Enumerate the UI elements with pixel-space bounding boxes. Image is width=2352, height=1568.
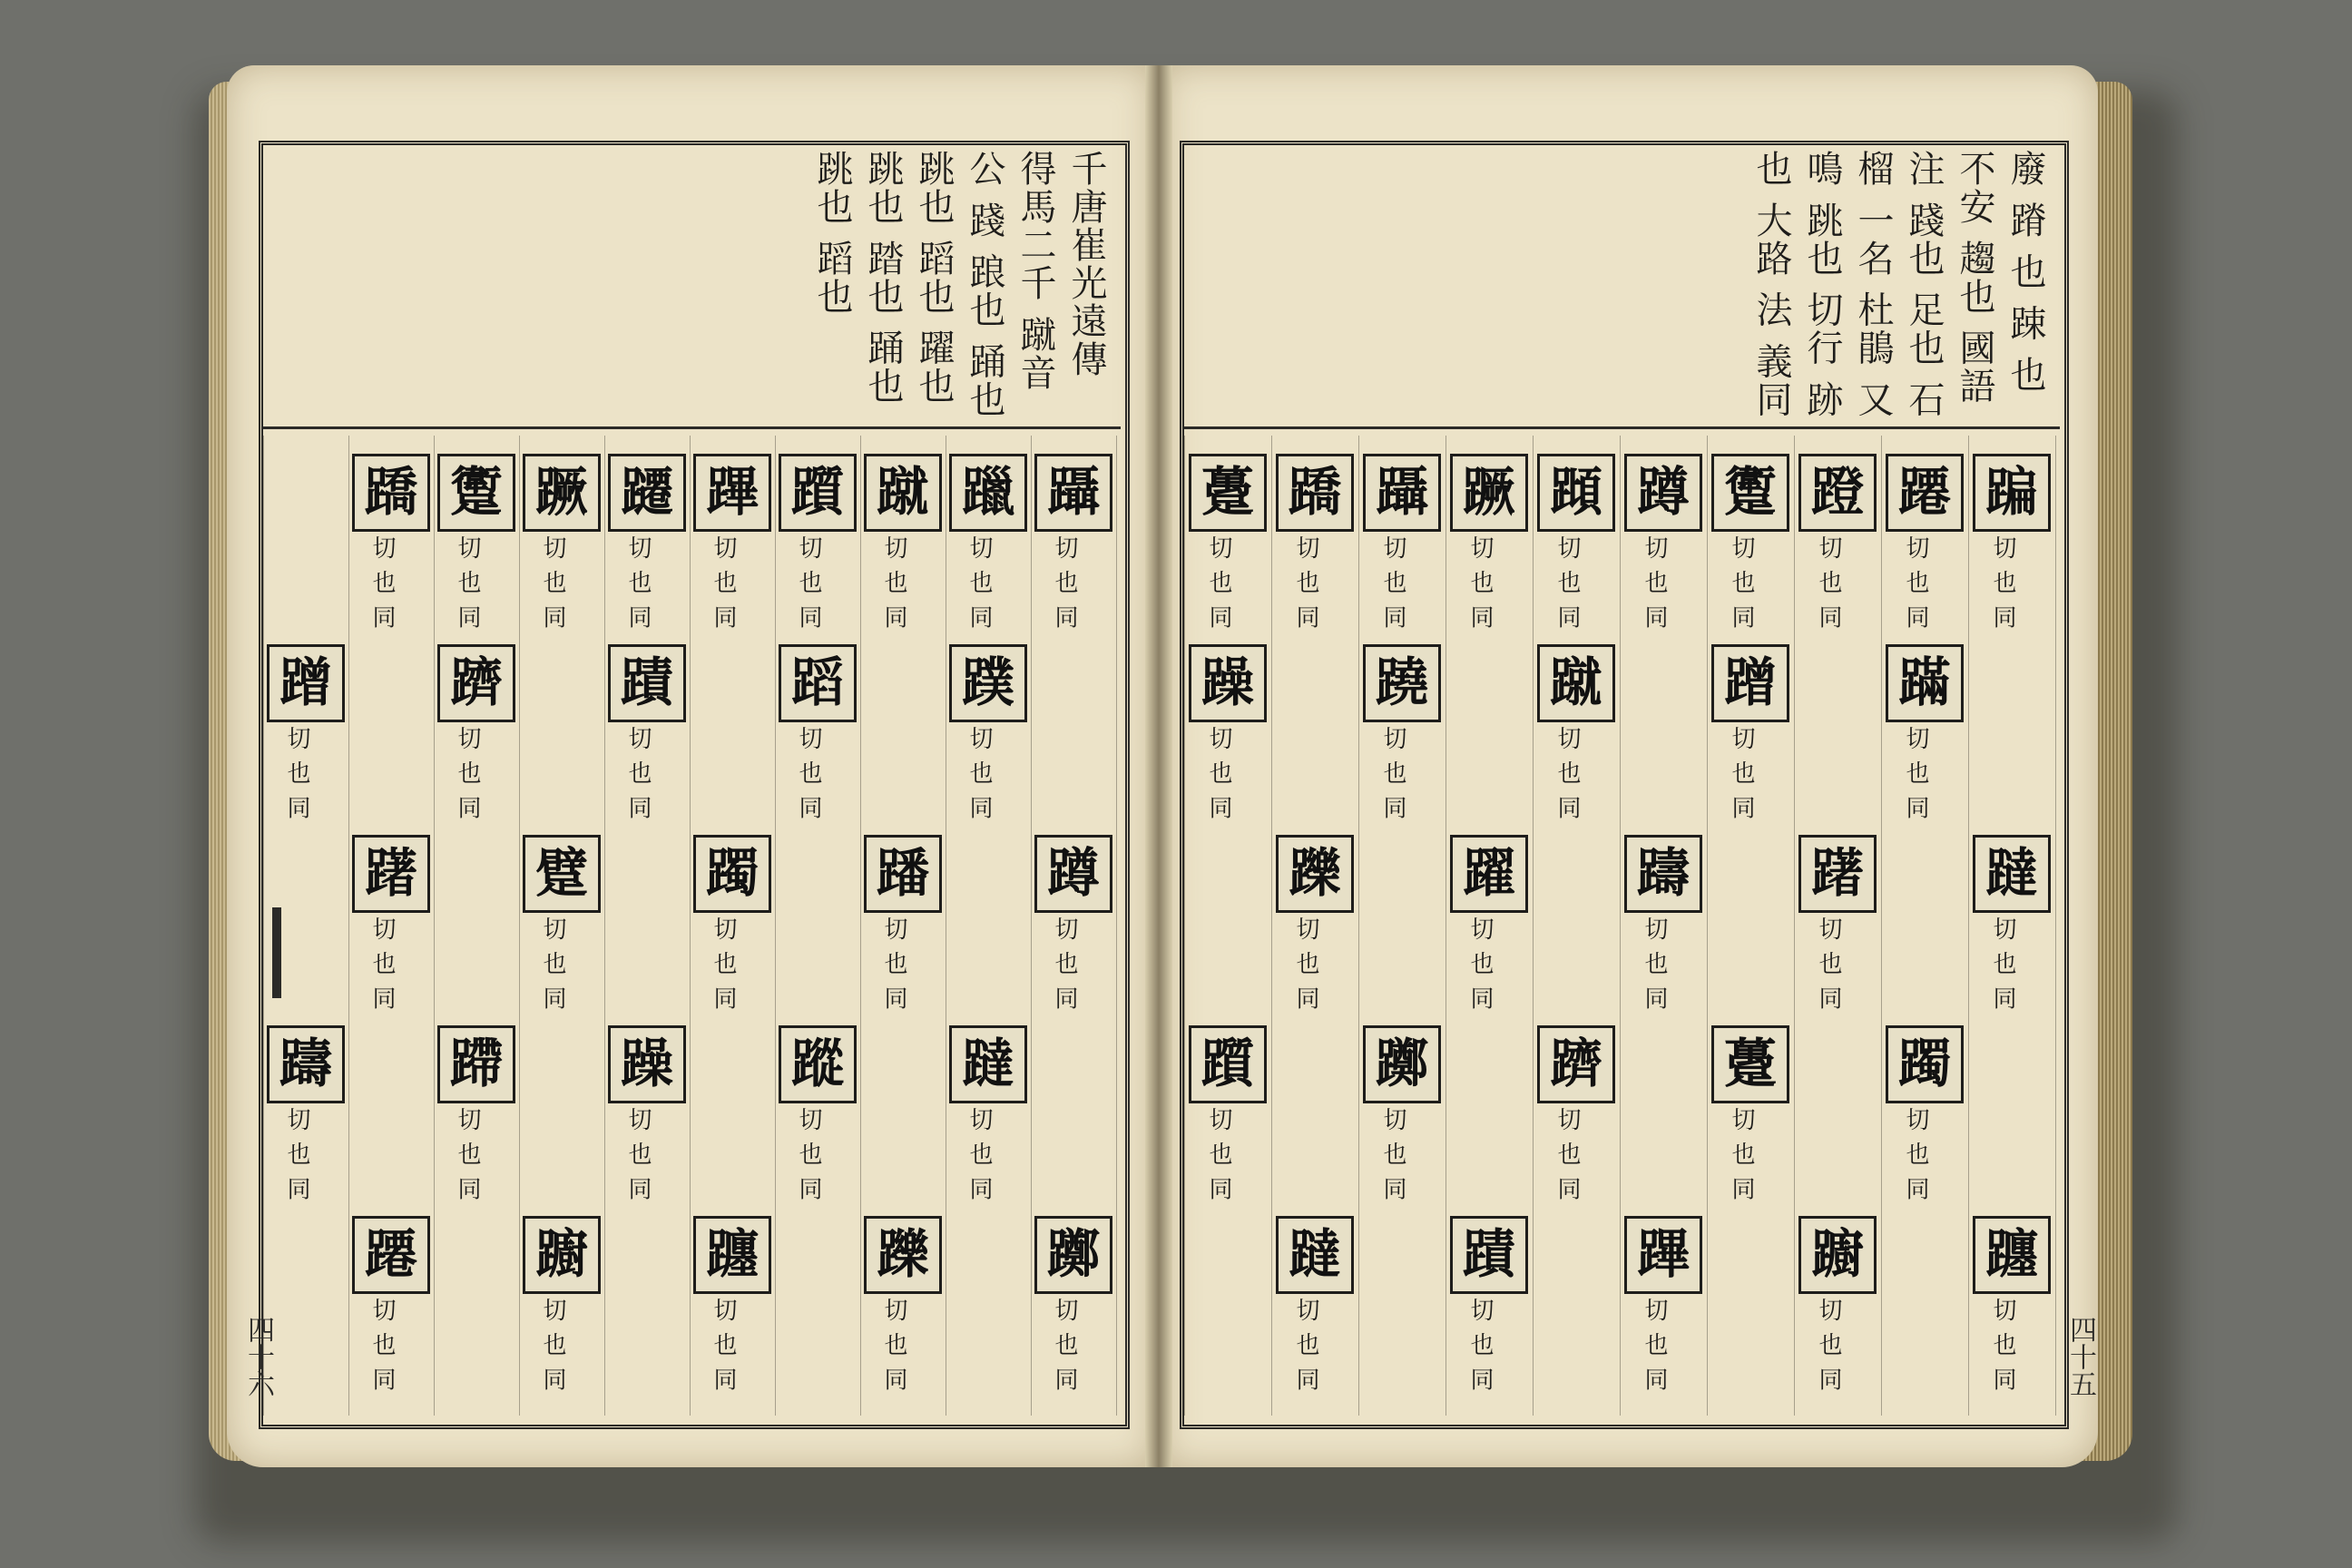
right-gloss-text: 切 也 同 — [1815, 916, 1842, 1012]
left-gloss-text: 切 也 同 — [1051, 916, 1078, 1012]
left-page-number: 四十六 — [242, 1316, 274, 1397]
right-head-character: 躓 — [1189, 1025, 1267, 1103]
left-head-character: 躑 — [1034, 1216, 1112, 1294]
left-gloss-text: 切 也 同 — [539, 535, 566, 631]
right-column-line — [1620, 436, 1621, 1416]
left-column-line — [348, 436, 349, 1416]
right-gloss-text: 切 也 同 — [1815, 535, 1842, 631]
right-gloss-text: 切 也 同 — [1205, 1107, 1232, 1202]
right-column-line — [1794, 436, 1795, 1416]
right-gloss-text: 切 也 同 — [1902, 535, 1929, 631]
left-gloss-text: 切 也 同 — [454, 726, 481, 821]
left-gloss-text: 切 也 同 — [1051, 535, 1078, 631]
right-head-character: 躒 — [1276, 835, 1354, 913]
left-head-character: 蹕 — [693, 454, 771, 532]
right-gloss-text: 切 也 同 — [1205, 726, 1232, 821]
left-column-line — [690, 436, 691, 1416]
left-head-character: 躊 — [267, 1025, 345, 1103]
right-gloss-text: 切 也 同 — [1553, 1107, 1581, 1202]
right-gloss-text: 切 也 同 — [1205, 535, 1232, 631]
left-head-character: 躚 — [608, 454, 686, 532]
left-head-character: 躁 — [608, 1025, 686, 1103]
right-head-character: 蹮 — [1886, 454, 1964, 532]
right-head-character: 蹭 — [1711, 644, 1789, 722]
left-column-line — [604, 436, 605, 1416]
right-gloss-text: 切 也 同 — [1989, 1298, 2016, 1393]
right-gloss-text: 切 也 同 — [1641, 535, 1668, 631]
right-gloss-text: 切 也 同 — [1379, 1107, 1406, 1202]
right-head-character: 躇 — [1798, 835, 1877, 913]
left-gloss-text: 切 也 同 — [880, 1298, 907, 1393]
right-column-line — [1533, 436, 1534, 1416]
right-upper-text: 廢 蹐 也 踈 也 不安 趨也 國語注 踐也 足也 石榴 一名 杜鵑 又鳴 跳也 切行 跡也 大路 法 義同 — [1750, 150, 2046, 419]
left-gloss-text: 切 也 同 — [965, 1107, 993, 1202]
left-head-character: 蹴 — [864, 454, 942, 532]
right-page-number: 四十五 — [2064, 1316, 2096, 1397]
right-head-character: 蹣 — [1886, 644, 1964, 722]
right-head-character: 蹁 — [1973, 454, 2051, 532]
left-gloss-text: 切 也 同 — [624, 535, 652, 631]
right-head-character: 蹴 — [1537, 644, 1615, 722]
left-gloss-text: 切 也 同 — [1051, 1298, 1078, 1393]
right-column-line — [2055, 436, 2056, 1416]
left-head-character: 蹟 — [608, 644, 686, 722]
right-gloss-text: 切 也 同 — [1292, 1298, 1319, 1393]
left-gloss-text: 切 也 同 — [710, 916, 737, 1012]
right-head-character: 躗 — [1711, 454, 1789, 532]
right-gloss-text: 切 也 同 — [1466, 535, 1494, 631]
right-column-line — [1184, 436, 1185, 1416]
left-gloss-text: 切 也 同 — [795, 1107, 822, 1202]
left-gloss-text: 切 也 同 — [795, 726, 822, 821]
right-gloss-text: 切 也 同 — [1815, 1298, 1842, 1393]
left-column-line — [1116, 436, 1117, 1416]
left-gloss-text: 切 也 同 — [965, 535, 993, 631]
right-column-line — [1707, 436, 1708, 1416]
right-head-character: 躊 — [1624, 835, 1702, 913]
right-gloss-text: 切 也 同 — [1292, 535, 1319, 631]
right-head-character: 蹞 — [1537, 454, 1615, 532]
right-column-line — [1271, 436, 1272, 1416]
left-head-character: 蹭 — [267, 644, 345, 722]
book-gutter — [1145, 65, 1172, 1467]
left-head-character: 躓 — [779, 454, 857, 532]
right-gloss-text: 切 也 同 — [1728, 535, 1755, 631]
right-head-character: 躡 — [1363, 454, 1441, 532]
right-head-character: 躋 — [1537, 1025, 1615, 1103]
right-upper-divider — [1184, 426, 2060, 429]
left-column-line — [1031, 436, 1032, 1416]
left-gloss-text: 切 也 同 — [539, 1298, 566, 1393]
left-head-character: 蹶 — [523, 454, 601, 532]
right-gloss-text: 切 也 同 — [1466, 916, 1494, 1012]
left-gloss-text: 切 也 同 — [710, 535, 737, 631]
right-gloss-text: 切 也 同 — [1902, 1107, 1929, 1202]
left-head-character: 躐 — [949, 454, 1027, 532]
right-gloss-text: 切 也 同 — [1641, 1298, 1668, 1393]
right-gloss-text: 切 也 同 — [1466, 1298, 1494, 1393]
left-head-character: 躔 — [693, 1216, 771, 1294]
left-gloss-text: 切 也 同 — [880, 916, 907, 1012]
left-column-line — [775, 436, 776, 1416]
right-gloss-text: 切 也 同 — [1553, 535, 1581, 631]
left-gloss-text: 切 也 同 — [454, 535, 481, 631]
left-head-character: 蹮 — [352, 1216, 430, 1294]
right-head-character: 躉 — [1189, 454, 1267, 532]
right-column-line — [1881, 436, 1882, 1416]
left-head-character: 躒 — [864, 1216, 942, 1294]
right-gloss-text: 切 也 同 — [1902, 726, 1929, 821]
left-column-line — [263, 436, 264, 1416]
right-head-character: 蹬 — [1798, 454, 1877, 532]
right-head-character: 蹻 — [1276, 454, 1354, 532]
left-head-character: 躕 — [523, 1216, 601, 1294]
right-head-character: 躔 — [1973, 1216, 2051, 1294]
left-head-character: 躋 — [437, 644, 515, 722]
left-gloss-text: 切 也 同 — [539, 916, 566, 1012]
right-head-character: 蹶 — [1450, 454, 1528, 532]
right-head-character: 躉 — [1711, 1025, 1789, 1103]
left-gloss-text: 切 也 同 — [795, 535, 822, 631]
left-column-line — [860, 436, 861, 1416]
left-gloss-text: 切 也 同 — [454, 1107, 481, 1202]
left-head-character: 蹯 — [864, 835, 942, 913]
right-gloss-text: 切 也 同 — [1379, 726, 1406, 821]
left-head-character: 躅 — [693, 835, 771, 913]
left-gloss-text: 切 也 同 — [283, 726, 310, 821]
left-head-character: 蹛 — [437, 1025, 515, 1103]
left-gloss-text: 切 也 同 — [283, 1107, 310, 1202]
left-gloss-text: 切 也 同 — [710, 1298, 737, 1393]
right-head-character: 蹺 — [1363, 644, 1441, 722]
right-head-character: 蹟 — [1450, 1216, 1528, 1294]
right-head-character: 躍 — [1450, 835, 1528, 913]
left-column-line — [434, 436, 435, 1416]
left-head-character: 躡 — [1034, 454, 1112, 532]
left-head-character: 蹤 — [779, 1025, 857, 1103]
left-page-marker — [272, 907, 281, 998]
right-head-character: 躕 — [1798, 1216, 1877, 1294]
left-upper-text: 千唐崔光遠傳 得馬二千 蹴音 公 踐 踉也 踊也 跳也 蹈也 躍也 跳也 踏也 踊也 跳也 蹈也 — [811, 150, 1107, 419]
left-column-line — [519, 436, 520, 1416]
left-head-character: 蹲 — [1034, 835, 1112, 913]
right-head-character: 躂 — [1276, 1216, 1354, 1294]
left-head-character: 躗 — [437, 454, 515, 532]
right-gloss-text: 切 也 同 — [1728, 726, 1755, 821]
left-upper-divider — [263, 426, 1121, 429]
left-gloss-text: 切 也 同 — [880, 535, 907, 631]
left-head-character: 躇 — [352, 835, 430, 913]
left-head-character: 蹼 — [949, 644, 1027, 722]
right-gloss-text: 切 也 同 — [1292, 916, 1319, 1012]
right-head-character: 躂 — [1973, 835, 2051, 913]
right-head-character: 蹕 — [1624, 1216, 1702, 1294]
right-gloss-text: 切 也 同 — [1989, 535, 2016, 631]
right-gloss-text: 切 也 同 — [1641, 916, 1668, 1012]
right-gloss-text: 切 也 同 — [1379, 535, 1406, 631]
right-head-character: 蹲 — [1624, 454, 1702, 532]
right-column-line — [1968, 436, 1969, 1416]
left-gloss-text: 切 也 同 — [965, 726, 993, 821]
left-gloss-text: 切 也 同 — [368, 535, 396, 631]
left-gloss-text: 切 也 同 — [624, 1107, 652, 1202]
right-column-line — [1358, 436, 1359, 1416]
right-gloss-text: 切 也 同 — [1553, 726, 1581, 821]
right-head-character: 躅 — [1886, 1025, 1964, 1103]
left-gloss-text: 切 也 同 — [368, 916, 396, 1012]
left-head-character: 躂 — [949, 1025, 1027, 1103]
left-head-character: 蹈 — [779, 644, 857, 722]
left-head-character: 蹻 — [352, 454, 430, 532]
left-gloss-text: 切 也 同 — [624, 726, 652, 821]
left-gloss-text: 切 也 同 — [368, 1298, 396, 1393]
right-gloss-text: 切 也 同 — [1989, 916, 2016, 1012]
right-head-character: 躁 — [1189, 644, 1267, 722]
right-head-character: 躑 — [1363, 1025, 1441, 1103]
left-head-character: 躄 — [523, 835, 601, 913]
right-gloss-text: 切 也 同 — [1728, 1107, 1755, 1202]
